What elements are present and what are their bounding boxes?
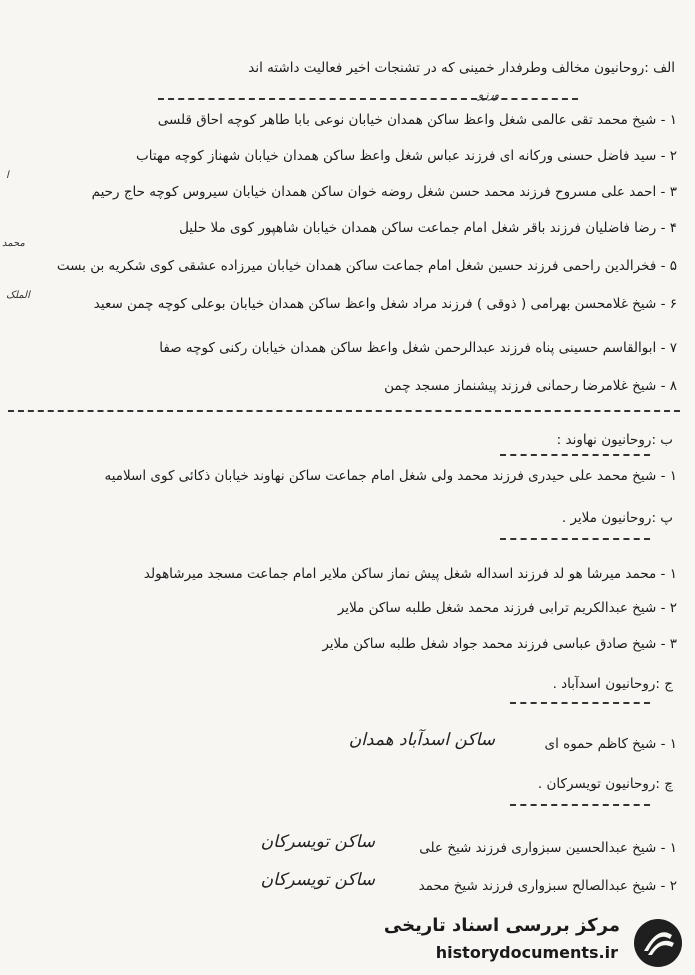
header-divider [158, 98, 578, 100]
malayer-item-2: ۲ - شیخ عبدالکریم ترابی فرزند محمد شغل طلبه ساکن ملایر [337, 600, 677, 616]
malayer-item-3: ۳ - شیخ صادق عباسی فرزند محمد جواد شغل طلبه ساکن ملایر [322, 636, 677, 652]
asadabad-divider [510, 702, 650, 704]
margin-note-3: ا [6, 170, 9, 181]
margin-note-6: الملک [6, 290, 30, 301]
hamedan-item-8: ۸ - شیخ غلامرضا رحمانی فرزند پیشنماز مسجد چمن [384, 378, 677, 394]
hamedan-item-5: ۵ - فخرالدین راحمی فرزند حسین شغل امام جماعت ساکن همدان خیابان میرزاده عشقی کوی شکریه بن بست [56, 258, 677, 274]
watermark [383, 915, 690, 970]
malayer-item-1: ۱ - محمد میرشا هو لد فرزند اسداله شغل پیش نماز ساکن ملایر امام جماعت مسجد میرشاهولد [143, 566, 677, 582]
hamedan-item-4: ۴ - رضا فاضلیان فرزند باقر شغل امام جماعت ساکن همدان خیابان شاهپور کوی ملا حلیل [179, 220, 677, 236]
tuyserkan-item-2: ۲ - شیخ عبدالصالح سبزواری فرزند شیخ محمد [418, 878, 677, 894]
watermark-text-en: historydocuments.ir [435, 943, 618, 962]
nahavand-title: ب :روحانیون نهاوند : [556, 432, 673, 448]
tuyserkan-item-1: ۱ - شیخ عبدالحسین سبزواری فرزند شیخ علی [419, 840, 677, 856]
section-divider-1 [8, 410, 680, 412]
malayer-divider [500, 538, 650, 540]
hamedan-item-2: ۲ - سید فاضل حسنی ورکانه ای فرزند عباس شغل واعظ ساکن همدان خیابان شهناز کوچه مهتاب [136, 148, 677, 164]
hamedan-item-6: ۶ - شیخ غلامحسن بهرامی ( ذوقی ) فرزند مراد شغل واعظ ساکن همدان خیابان بوعلی کوچه چمن سعید [93, 296, 677, 312]
tuyserkan-handwritten-1: ساکن تویسرکان [260, 832, 375, 852]
hamedan-item-7: ۷ - ابوالقاسم حسینی پناه فرزند عبدالرحمن شغل واعظ ساکن همدان خیابان رکنی کوچه صفا [159, 340, 677, 356]
archive-logo-icon [632, 917, 684, 969]
hamedan-item-3: ۳ - احمد علی مسروح فرزند محمد حسن شغل روضه خوان ساکن همدان خیابان سیروس کوچه حاج رحیم [91, 184, 677, 200]
malayer-title: پ :روحانیون ملایر . [561, 510, 673, 526]
asadabad-item-1: ۱ - شیخ کاظم حموه ای [544, 736, 677, 752]
asadabad-handwritten: ساکن اسدآباد همدان [348, 730, 495, 750]
header-annotation: ورزو [478, 88, 500, 101]
nahavand-item-1: ۱ - شیخ محمد علی حیدری فرزند محمد ولی شغل امام جماعت ساکن نهاوند خیابان ذکائی کوی اسلامیه [104, 468, 677, 484]
nahavand-divider [500, 454, 650, 456]
tuyserkan-divider [510, 804, 650, 806]
tuyserkan-title: چ :روحانیون تویسرکان . [537, 776, 673, 792]
margin-note-4: محمد [2, 238, 25, 249]
hamedan-item-1: ۱ - شیخ محمد تقی عالمی شغل واعظ ساکن همدان خیابان نوعی بابا طاهر کوچه احاق قلسی [157, 112, 677, 128]
watermark-text-fa: مرکز بررسی اسناد تاریخی [383, 915, 620, 936]
asadabad-title: ج :روحانیون اسدآباد . [552, 676, 673, 692]
tuyserkan-handwritten-2: ساکن تویسرکان [260, 870, 375, 890]
document-header: الف :روحانیون مخالف وطرفدار خمینی که در تشنجات اخیر فعالیت داشته اند [248, 60, 675, 76]
